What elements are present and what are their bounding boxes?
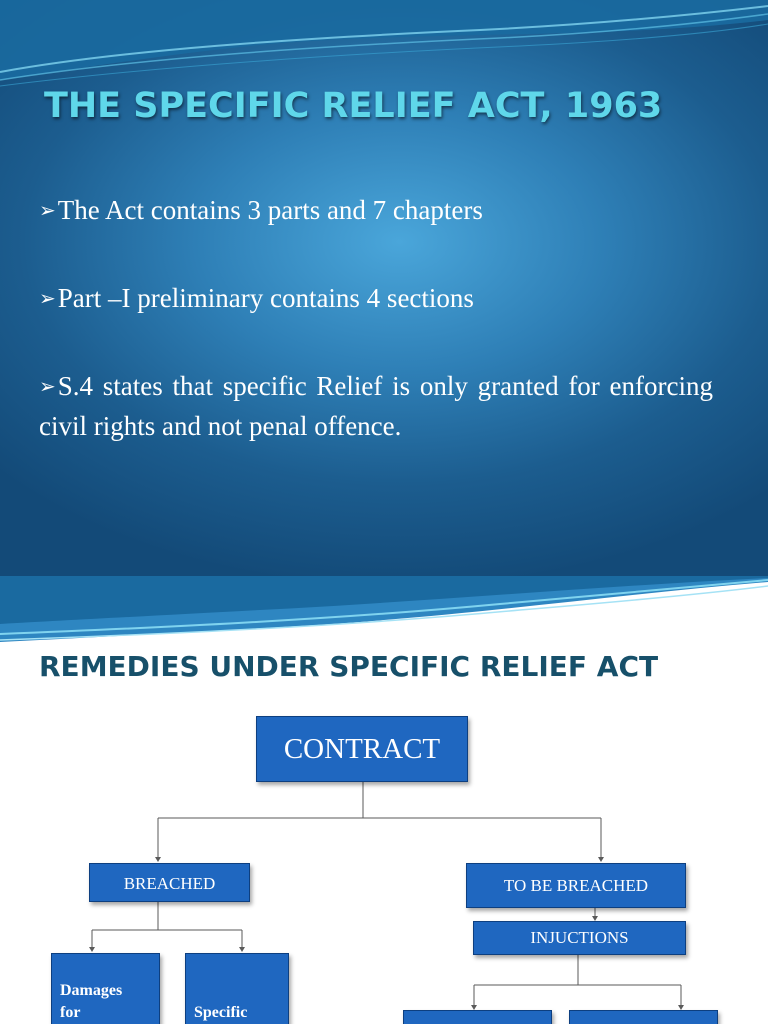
slide-title: REMEDIES UNDER SPECIFIC RELIEF ACT [39,650,659,683]
specific-node: Specific [185,953,289,1024]
injuctions-node: INJUCTIONS [473,921,686,955]
contract-node: CONTRACT [256,716,468,782]
bullet-list [39,192,713,493]
breached-node: BREACHED [89,863,250,902]
to-be-breached-node: TO BE BREACHED [466,863,686,908]
slide-2 [0,576,768,1024]
bullet-item: ➢Part –I preliminary contains 4 sections [39,280,713,320]
injunction-child-node-right [569,1010,718,1024]
bullet-item: ➢S.4 states that specific Relief is only granted for enforcing civil rights and not penal offence. [39,371,713,441]
bullet-item: ➢The Act contains 3 parts and 7 chapters [39,192,713,232]
arrow-bullet-icon: ➢ [39,288,56,310]
wave-decoration-top [0,0,768,90]
arrow-bullet-icon: ➢ [39,200,56,222]
arrow-bullet-icon: ➢ [39,376,56,398]
slide-title: THE SPECIFIC RELIEF ACT, 1963 [44,86,663,126]
damages-node: Damages for [51,953,160,1024]
injunction-child-node-left [403,1010,552,1024]
